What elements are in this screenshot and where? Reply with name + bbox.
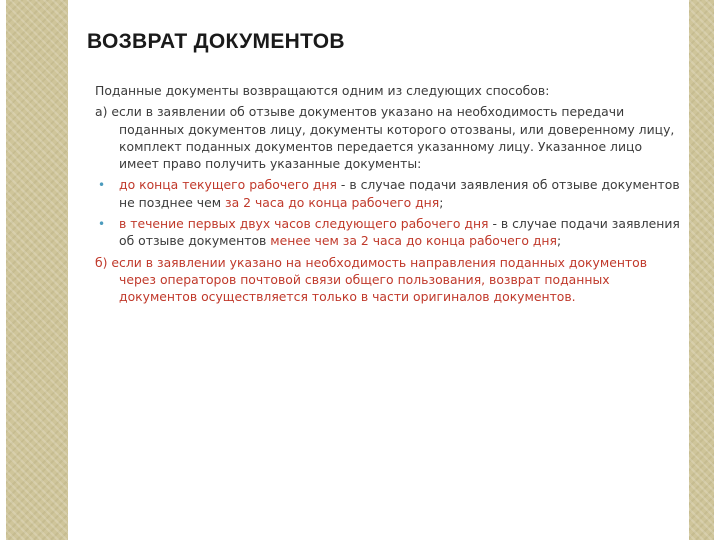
item-a-paragraph: а) если в заявлении об отзыве документов указано на необходимость передачи поданных документов лицу, документы которого отозваны, или доверенному лицу, комплект поданных документов передается указанному лицу. Указанное лицо имеет право получить указанные документы:: [95, 104, 675, 172]
content-panel: [68, 0, 689, 540]
item-b-paragraph: б) если в заявлении указано на необходимость направления поданных документов через операторов почтовой связи общего пользования, возврат поданных документов осуществляется только в части оригиналов документов.: [95, 254, 648, 305]
bullet-2-text: - в случае подачи заявления об отзыве документов: [119, 216, 680, 249]
bullet-1-highlight-start: до конца текущего рабочего дня: [119, 177, 337, 193]
bullet-1-text: - в случае подачи заявления об отзыве документов не позднее чем: [119, 177, 680, 210]
bullet-2-end: ;: [556, 233, 562, 249]
slide-title: ВОЗВРАТ ДОКУМЕНТОВ: [87, 30, 345, 53]
bullet-icon: •: [98, 178, 106, 193]
bullet-2-highlight-end: менее чем за 2 часа до конца рабочего дня: [270, 233, 557, 249]
slide-body: [95, 82, 680, 310]
bullet-1-end: ;: [439, 194, 444, 210]
bullet-icon: •: [98, 217, 106, 232]
bullet-item-2: [95, 215, 680, 250]
intro-paragraph: Поданные документы возвращаются одним из следующих способов:: [95, 83, 550, 98]
bullet-1-highlight-end: за 2 часа до конца рабочего дня: [225, 194, 440, 210]
bullet-item-1: [95, 176, 680, 211]
bullet-2-highlight-start: в течение первых двух часов следующего рабочего дня: [119, 216, 489, 232]
